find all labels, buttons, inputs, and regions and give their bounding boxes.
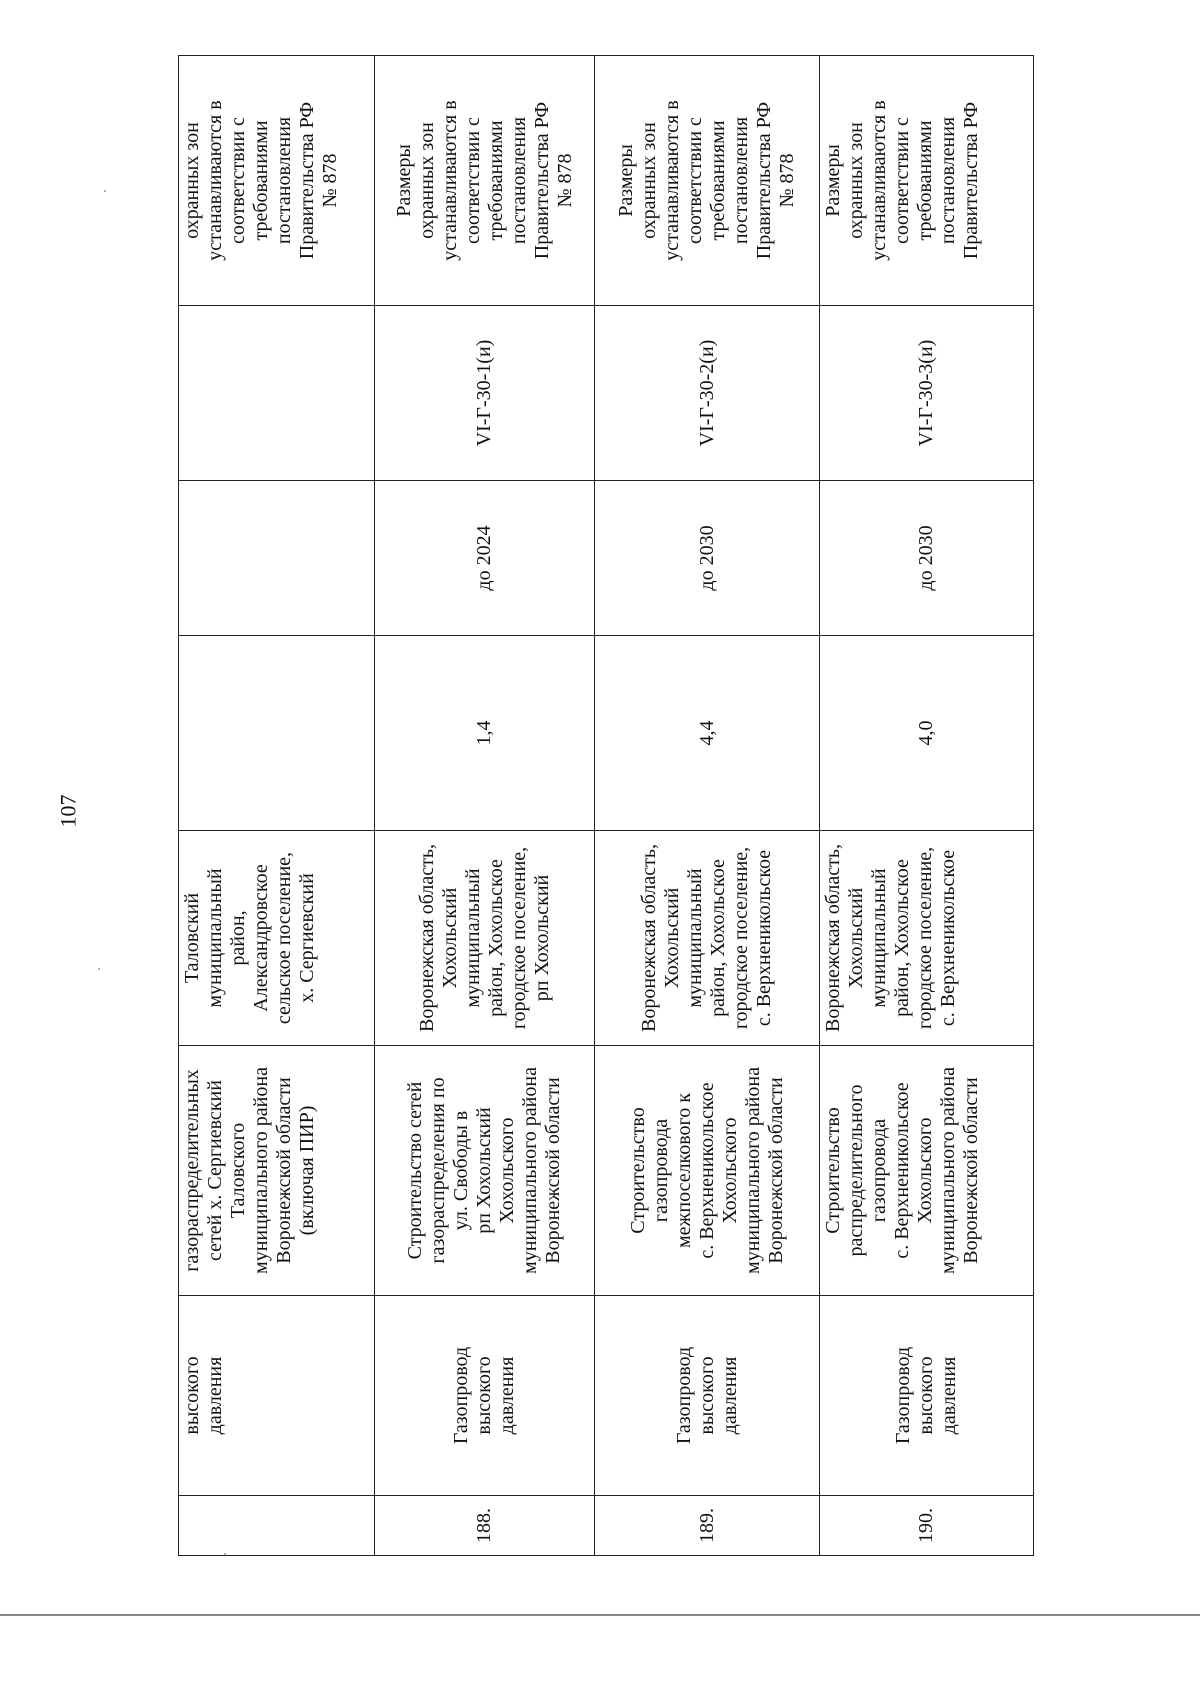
- location-cell: Таловский муниципальный район, Александровское сельское поселение, х. Сергиевский: [179, 831, 375, 1046]
- length-cell: 4,4: [595, 636, 820, 831]
- row-number-cell: [179, 1496, 375, 1556]
- index-cell: [179, 306, 375, 481]
- scan-edge-line: [0, 1614, 1200, 1616]
- table-row: [595, 56, 820, 1556]
- deadline-cell: до 2030: [820, 481, 1034, 636]
- zones-cell: Размеры охранных зон устанавливаются в соответствии с требованиями постановления Правительства РФ № 878: [375, 56, 595, 306]
- scan-speck: [104, 190, 106, 192]
- location-cell: Воронежская область, Хохольский муниципальный район, Хохольское городское поселение, с. Верхненикольское: [820, 831, 1034, 1046]
- deadline-cell: до 2024: [375, 481, 595, 636]
- object-cell: Газопровод высокого давления: [375, 1296, 595, 1496]
- location-cell: Воронежская область, Хохольский муниципальный район, Хохольское городское поселение, рп Хохольский: [375, 831, 595, 1046]
- row-number-cell: 190.: [820, 1496, 1034, 1556]
- table-row: [820, 56, 1034, 1556]
- index-cell: VI-Г-30-1(и): [375, 306, 595, 481]
- zones-cell: охранных зон устанавливаются в соответствии с требованиями постановления Правительства РФ № 878: [179, 56, 375, 306]
- name-cell: Строительство сетей газораспределения по ул. Свободы в рп Хохольский Хохольского муниципального района Воронежской области: [375, 1046, 595, 1296]
- page-number: 107: [55, 794, 81, 828]
- index-cell: VI-Г-30-3(и): [820, 306, 1034, 481]
- name-cell: Строительство распределительного газопровода с. Верхненикольское Хохольского муниципального района Воронежской области: [820, 1046, 1034, 1296]
- index-cell: VI-Г-30-2(и): [595, 306, 820, 481]
- name-cell: Строительство газопровода межпоселкового к с. Верхненикольское Хохольского муниципального района Воронежской области: [595, 1046, 820, 1296]
- name-cell: газораспределительных сетей х. Сергиевский Таловского муниципального района Воронежской области (включая ПИР): [179, 1046, 375, 1296]
- row-number-cell: 188.: [375, 1496, 595, 1556]
- table-row: [179, 56, 375, 1556]
- object-cell: Газопровод высокого давления: [820, 1296, 1034, 1496]
- length-cell: 4,0: [820, 636, 1034, 831]
- zones-cell: Размеры охранных зон устанавливаются в соответствии с требованиями постановления Правительства РФ: [820, 56, 1034, 306]
- length-cell: [179, 636, 375, 831]
- deadline-cell: до 2030: [595, 481, 820, 636]
- zones-cell: Размеры охранных зон устанавливаются в соответствии с требованиями постановления Правительства РФ № 878: [595, 56, 820, 306]
- deadline-cell: [179, 481, 375, 636]
- scan-speck: [98, 968, 100, 970]
- object-cell: Газопровод высокого давления: [595, 1296, 820, 1496]
- location-cell: Воронежская область, Хохольский муниципальный район, Хохольское городское поселение, с. Верхненикольское: [595, 831, 820, 1046]
- object-cell: высокого давления: [179, 1296, 375, 1496]
- length-cell: 1,4: [375, 636, 595, 831]
- scan-speck: [224, 1553, 226, 1555]
- data-table: [178, 55, 1034, 1556]
- table-row: [375, 56, 595, 1556]
- row-number-cell: 189.: [595, 1496, 820, 1556]
